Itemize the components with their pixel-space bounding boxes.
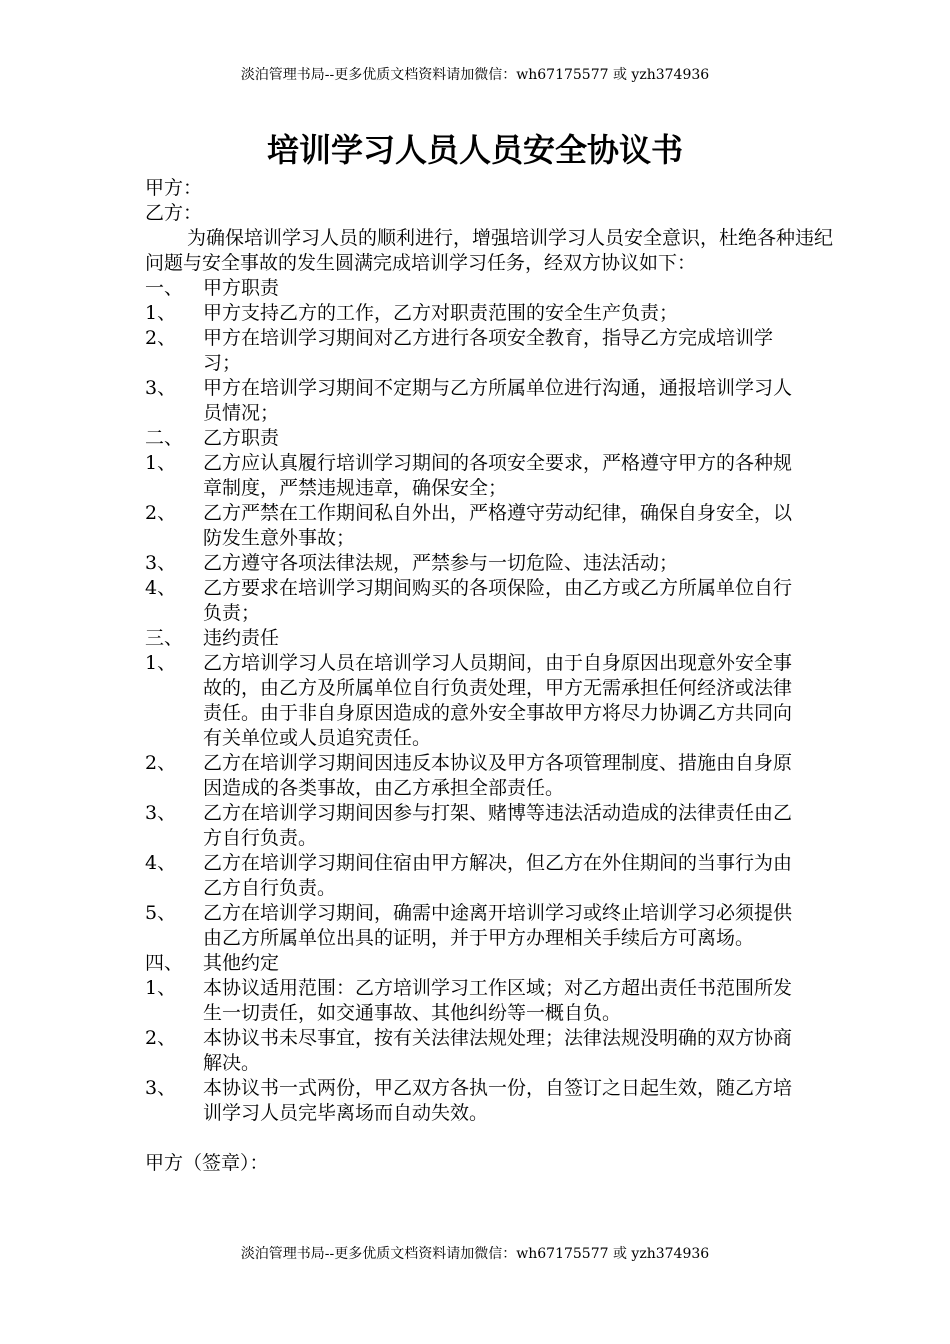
intro-paragraph: 为确保培训学习人员的顺利进行，增强培训学习人员安全意识，杜绝各种违纪问题与安全事故的发生圆满完成培训学习任务，经双方协议如下： [145, 227, 834, 274]
clause-item [145, 851, 835, 901]
party-a-label: 甲方： [145, 177, 203, 199]
signature-party-a: 甲方（签章）： [145, 1152, 269, 1174]
clause-number: 3、 [145, 1077, 177, 1099]
clause-item [145, 976, 835, 1026]
clause-number: 1、 [145, 452, 177, 474]
clause-text: 乙方在培训学习期间因违反本协议及甲方各项管理制度、措施由自身原因造成的各类事故，由乙方承担全部责任。 [203, 752, 793, 799]
clause-item [145, 576, 835, 626]
clause-item [145, 751, 835, 801]
clause-number: 3、 [145, 377, 177, 399]
clause-number: 1、 [145, 977, 177, 999]
clause-text: 乙方遵守各项法律法规，严禁参与一切危险、违法活动； [203, 552, 679, 574]
section-heading [145, 426, 835, 451]
clause-item [145, 451, 835, 501]
clause-number: 3、 [145, 802, 177, 824]
clause-item [145, 301, 835, 326]
section-number: 四、 [145, 952, 184, 974]
party-b-label: 乙方： [145, 202, 203, 224]
sections-container [145, 276, 835, 1126]
clause-text: 乙方要求在培训学习期间购买的各项保险，由乙方或乙方所属单位自行负责； [203, 577, 793, 624]
clause-number: 2、 [145, 327, 177, 349]
section-heading [145, 951, 835, 976]
clause-number: 5、 [145, 902, 177, 924]
clause-text: 本协议书未尽事宜，按有关法律法规处理；法律法规没明确的双方协商解决。 [203, 1027, 793, 1074]
section-heading [145, 276, 835, 301]
clause-text: 乙方在培训学习期间住宿由甲方解决，但乙方在外住期间的当事行为由乙方自行负责。 [203, 852, 793, 899]
clause-item [145, 376, 835, 426]
clause-text: 甲方在培训学习期间对乙方进行各项安全教育，指导乙方完成培训学习； [203, 327, 774, 374]
clause-number: 3、 [145, 552, 177, 574]
clause-item [145, 651, 835, 751]
clause-item [145, 501, 835, 551]
clause-item [145, 1076, 835, 1126]
clause-number: 4、 [145, 577, 177, 599]
section-title: 违约责任 [203, 627, 280, 649]
clause-item [145, 551, 835, 576]
section-number: 一、 [145, 277, 184, 299]
clause-number: 1、 [145, 302, 177, 324]
spacer [145, 1126, 835, 1151]
clause-text: 乙方严禁在工作期间私自外出，严格遵守劳动纪律，确保自身安全，以防发生意外事故； [203, 502, 793, 549]
clause-number: 1、 [145, 652, 177, 674]
clause-text: 本协议适用范围：乙方培训学习工作区域；对乙方超出责任书范围所发生一切责任，如交通事故、其他纠纷等一概自负。 [203, 977, 793, 1024]
section-title: 乙方职责 [203, 427, 280, 449]
clause-text: 乙方培训学习人员在培训学习人员期间，由于自身原因出现意外安全事故的，由乙方及所属单位自行负责处理，甲方无需承担任何经济或法律责任。由于非自身原因造成的意外安全事故甲方将尽力协调乙方共同向有关单位或人员追究责任。 [203, 652, 793, 749]
section-title: 甲方职责 [203, 277, 280, 299]
section-number: 三、 [145, 627, 184, 649]
clause-number: 4、 [145, 852, 177, 874]
clause-text: 乙方应认真履行培训学习期间的各项安全要求，严格遵守甲方的各种规章制度，严禁违规违章，确保安全； [203, 452, 793, 499]
section-number: 二、 [145, 427, 184, 449]
clause-text: 甲方在培训学习期间不定期与乙方所属单位进行沟通，通报培训学习人员情况； [203, 377, 793, 424]
clause-text: 乙方在培训学习期间因参与打架、赌博等违法活动造成的法律责任由乙方自行负责。 [203, 802, 793, 849]
clause-number: 2、 [145, 502, 177, 524]
document-body [145, 176, 835, 1176]
section-title: 其他约定 [203, 952, 280, 974]
document-title: 培训学习人员人员安全协议书 [266, 131, 683, 169]
section-heading [145, 626, 835, 651]
clause-item [145, 901, 835, 951]
clause-item [145, 1026, 835, 1076]
clause-text: 甲方支持乙方的工作，乙方对职责范围的安全生产负责； [203, 302, 679, 324]
clause-text: 本协议书一式两份，甲乙双方各执一份，自签订之日起生效，随乙方培训学习人员完毕离场而自动失效。 [203, 1077, 793, 1124]
clause-number: 2、 [145, 1027, 177, 1049]
clause-text: 乙方在培训学习期间，确需中途离开培训学习或终止培训学习必须提供由乙方所属单位出具的证明，并于甲方办理相关手续后方可离场。 [203, 902, 793, 949]
clause-item [145, 801, 835, 851]
clause-item [145, 326, 835, 376]
page-header: 淡泊管理书局--更多优质文档资料请加微信：wh67175577 或 yzh374936 [240, 67, 710, 83]
page-footer: 淡泊管理书局--更多优质文档资料请加微信：wh67175577 或 yzh374936 [240, 1246, 710, 1262]
clause-number: 2、 [145, 752, 177, 774]
